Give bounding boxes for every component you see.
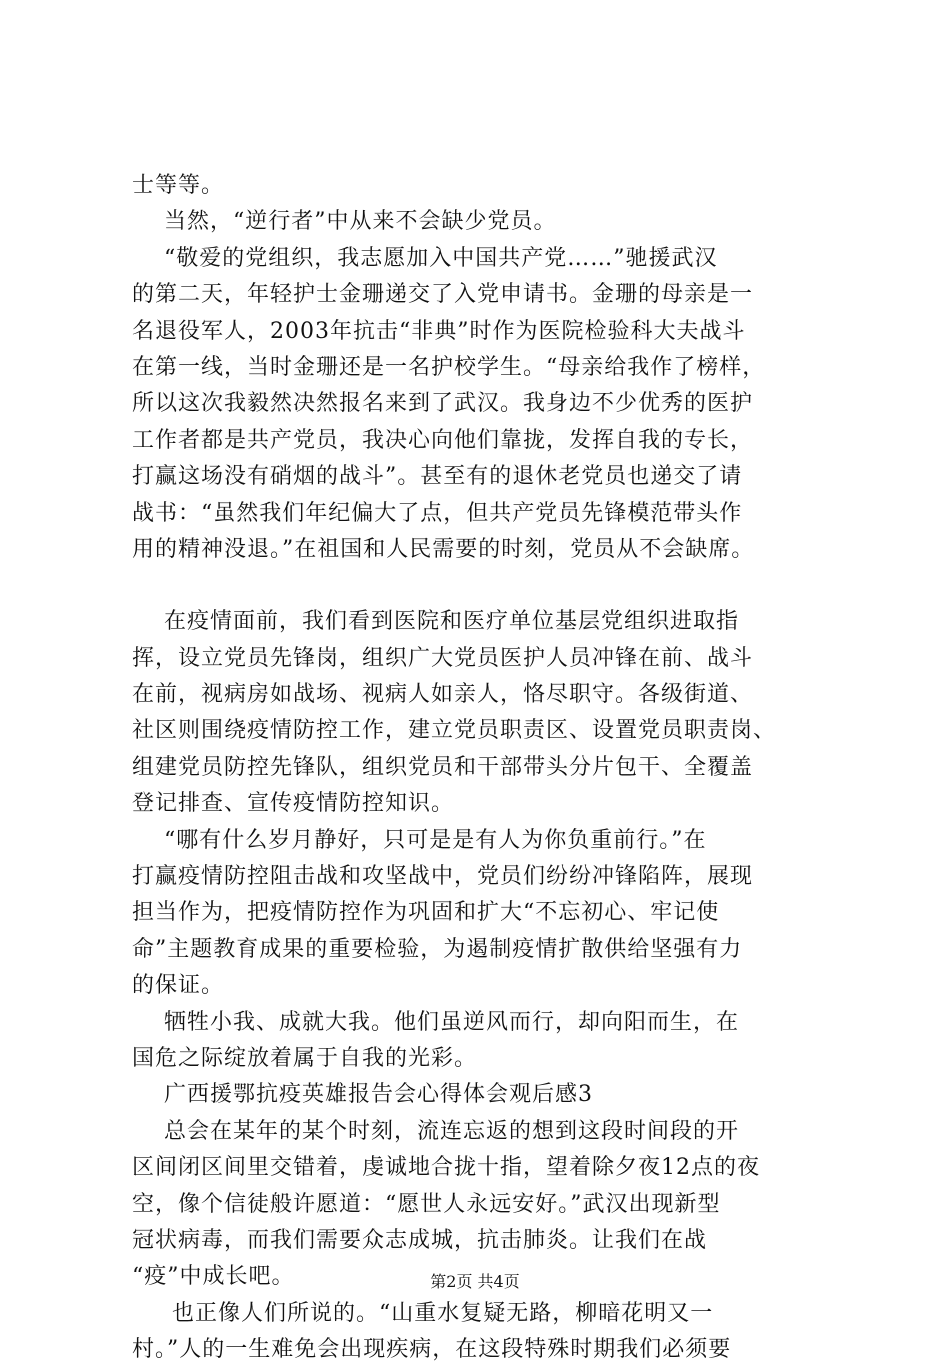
text-line: “疫”中成长吧。 [132, 1264, 295, 1290]
text-line: 广西援鄂抗疫英雄报告会心得体会观后感3 [132, 1082, 593, 1108]
page-footer: 第2页 共4页 [430, 1272, 520, 1291]
text-line: 担当作为，把疫情防控作为巩固和扩大“不忘初心、牢记使 [132, 900, 720, 926]
text-block-1 [132, 168, 832, 568]
paragraph-gap [132, 568, 832, 604]
text-block-2 [132, 604, 832, 1368]
text-line: 命”主题教育成果的重要检验，为遏制疫情扩散供给坚强有力 [132, 936, 743, 962]
text-line: 在第一线，当时金珊还是一名护校学生。“母亲给我作了榜样， [132, 354, 766, 380]
text-line: 所以这次我毅然决然报名来到了武汉。我身边不少优秀的医护 [132, 391, 754, 417]
text-line: 战书：“虽然我们年纪偏大了点，但共产党员先锋模范带头作 [132, 500, 743, 526]
text-line: 士等等。 [132, 173, 225, 198]
text-line: “敬爱的党组织，我志愿加入中国共产党……”驰援武汉 [132, 245, 718, 271]
text-line: 用的精神没退。”在祖国和人民需要的时刻，党员从不会缺席。 [132, 536, 755, 562]
text-line: 的保证。 [132, 973, 225, 999]
text-line: 打赢这场没有硝烟的战斗”。甚至有的退休老党员也递交了请 [132, 464, 743, 490]
text-line: 在前，视病房如战场、视病人如亲人，恪尽职守。各级街道、 [132, 682, 754, 708]
text-line: 也正像人们所说的。“山重水复疑无路，柳暗花明又一 [132, 1300, 714, 1326]
text-line: 国危之际绽放着属于自我的光彩。 [132, 1045, 478, 1071]
text-line: “哪有什么岁月静好，只可是是有人为你负重前行。”在 [132, 827, 707, 853]
document-body [132, 168, 832, 1369]
text-line: 社区则围绕疫情防控工作，建立党员职责区、设置党员职责岗、 [132, 718, 777, 744]
text-line: 冠状病毒，而我们需要众志成城，抗击肺炎。让我们在战 [132, 1227, 708, 1253]
text-line: 名退役军人，2003年抗击“非典”时作为医院检验科大夫战斗 [132, 318, 746, 344]
text-line: 村。”人的一生难免会出现疾病，在这段特殊时期我们必须要 [132, 1337, 732, 1363]
text-line: 在疫情面前，我们看到医院和医疗单位基层党组织进取指 [132, 609, 739, 635]
text-line: 挥，设立党员先锋岗，组织广大党员医护人员冲锋在前、战斗 [132, 645, 754, 671]
text-line: 工作者都是共产党员，我决心向他们靠拢，发挥自我的专长， [132, 427, 754, 453]
text-line: 区间闭区间里交错着，虔诚地合拢十指，望着除夕夜12点的夜 [132, 1155, 760, 1181]
text-line: 牺牲小我、成就大我。他们虽逆风而行，却向阳而生，在 [132, 1009, 739, 1035]
text-line: 组建党员防控先锋队，组织党员和干部带头分片包干、全覆盖 [132, 754, 754, 780]
text-line: 的第二天，年轻护士金珊递交了入党申请书。金珊的母亲是一 [132, 282, 754, 308]
text-line: 总会在某年的某个时刻，流连忘返的想到这段时间段的开 [132, 1118, 739, 1144]
text-line: 打赢疫情防控阻击战和攻坚战中，党员们纷纷冲锋陷阵，展现 [132, 864, 754, 890]
text-line: 空，像个信徒般许愿道：“愿世人永远安好。”武汉出现新型 [132, 1191, 721, 1217]
text-line: 登记排查、宣传疫情防控知识。 [132, 791, 455, 817]
text-line: 当然，“逆行者”中从来不会缺少党员。 [132, 209, 557, 235]
